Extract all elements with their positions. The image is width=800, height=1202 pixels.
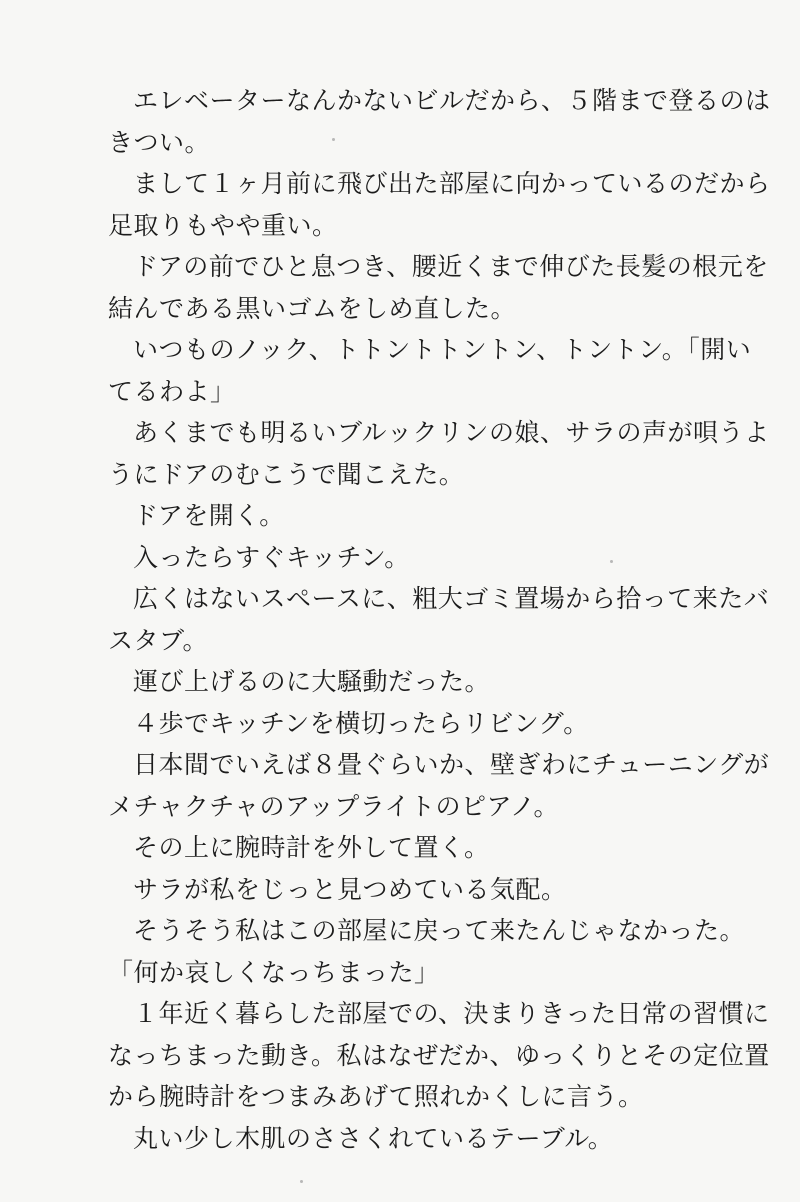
body-text (108, 80, 771, 1159)
text-line: 広くはないスペースに、粗大ゴミ置場から拾って来たバ (133, 584, 770, 613)
text-line: うにドアのむこうで聞こえた。 (108, 459, 465, 489)
text-line: 運び上げるのに大騒動だった。 (133, 667, 491, 696)
paper-speck (332, 138, 335, 141)
text-line: 丸い少し木肌のささくれているテーブル。 (133, 1123, 614, 1153)
text-line: サラが私をじっと見つめている気配。 (133, 874, 567, 904)
text-line: その上に腕時計を外して置く。 (133, 833, 490, 862)
text-line: 足取りもやや重い。 (108, 210, 338, 240)
text-line: 日本間でいえば８畳ぐらいか、壁ぎわにチューニングが (133, 750, 770, 779)
text-line: ドアを開く。 (133, 501, 285, 530)
text-line: あくまでも明るいブルックリンの娘、サラの声が唄うよ (133, 418, 770, 447)
text-line: 「何か哀しくなっちまった」 (108, 957, 440, 987)
text-line: いつものノック、トトントトントン、トントン。「開い (133, 335, 752, 364)
text-line: 入ったらすぐキッチン。 (133, 542, 410, 572)
text-line: 結んである黒いゴムをしめ直した。 (108, 293, 517, 323)
text-line: ドアの前でひと息つき、腰近くまで伸びた長髪の根元を (133, 252, 769, 281)
text-line: スタブ。 (108, 625, 209, 655)
text-line: そうそう私はこの部屋に戻って来たんじゃなかった。 (133, 916, 746, 945)
text-line: ４歩でキッチンを横切ったらリビング。 (133, 708, 589, 738)
text-line: きつい。 (108, 127, 211, 157)
text-line: まして１ヶ月前に飛び出た部屋に向かっているのだから (133, 169, 771, 198)
text-line: メチャクチャのアップライトのピアノ。 (108, 791, 560, 821)
paper-speck (300, 1180, 303, 1183)
text-line: エレベーターなんかないビルだから、５階まで登るのは (133, 86, 771, 115)
text-line: から腕時計をつまみあげて照れかくしに言う。 (108, 1082, 644, 1111)
text-line: なっちまった動き。私はなぜだか、ゆっくりとその定位置 (108, 1040, 770, 1070)
text-line: １年近く暮らした部屋での、決まりきった日常の習慣に (133, 999, 770, 1028)
text-line: てるわよ」 (108, 376, 236, 406)
paper-speck (610, 560, 613, 563)
